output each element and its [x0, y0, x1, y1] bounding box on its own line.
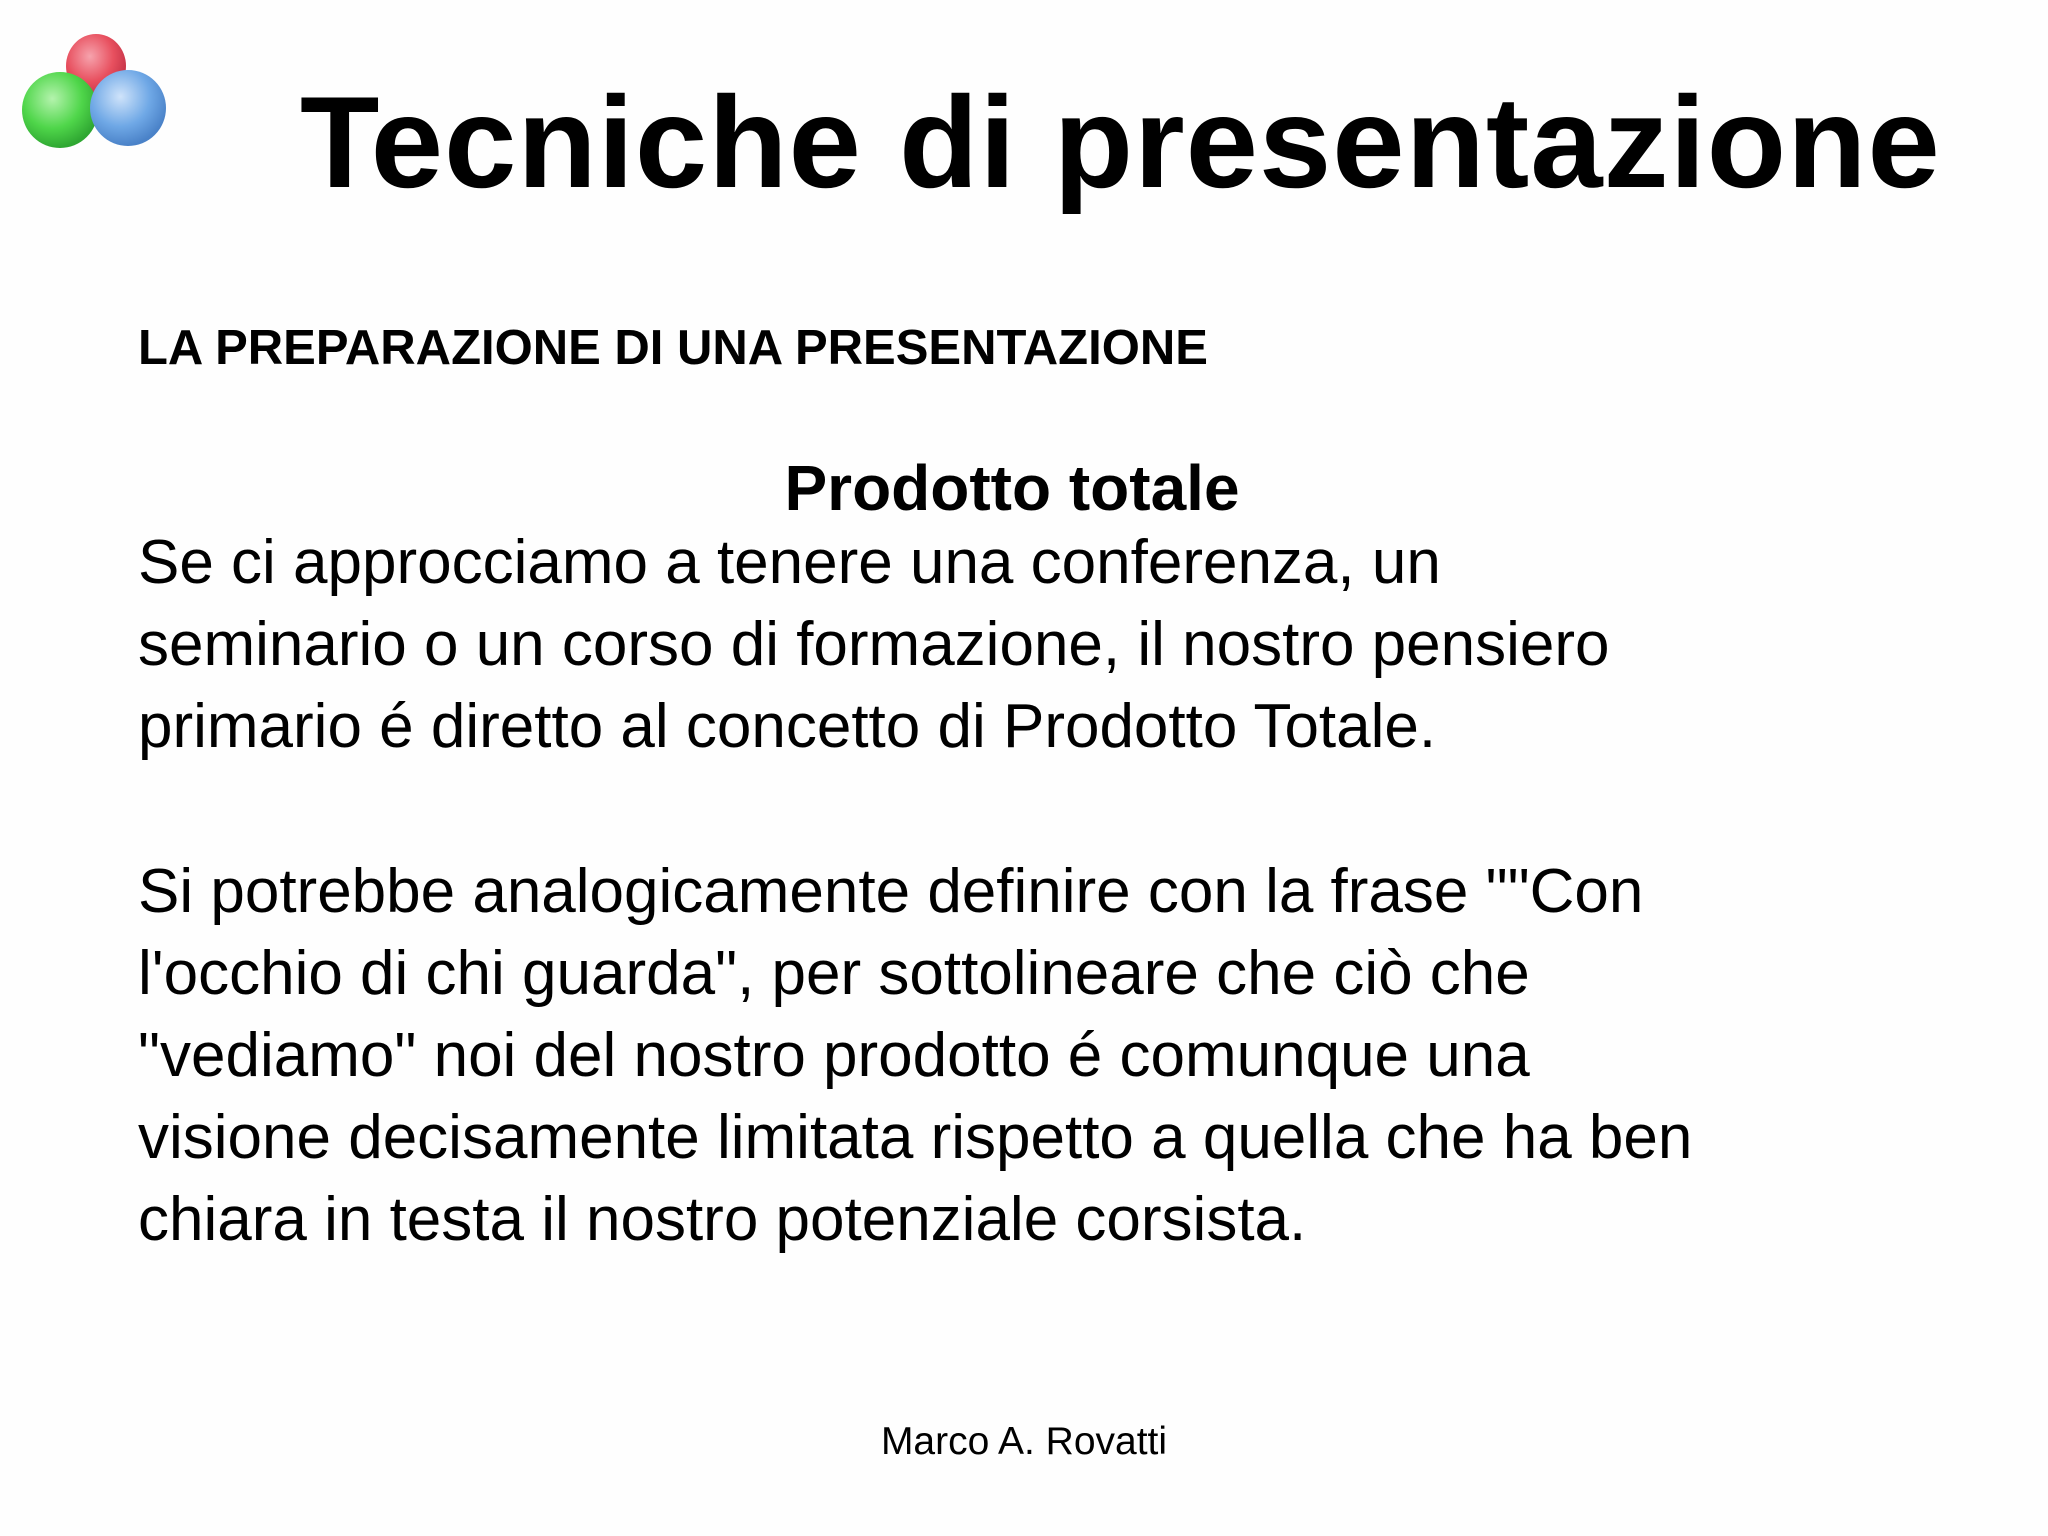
paragraph-eye-of-beholder: [138, 851, 1958, 1261]
paragraph-line: l'occhio di chi guarda", per sottolineare che ciò che: [138, 939, 1530, 1008]
paragraph-line: primario é diretto al concetto di Prodotto Totale.: [138, 692, 1437, 761]
slide-title: Tecniche di presentazione: [300, 69, 1941, 215]
subheading: Prodotto totale: [784, 452, 1240, 524]
paragraph-line: Si potrebbe analogicamente definire con la frase ""Con: [138, 857, 1644, 926]
paragraph-line: "vediamo" noi del nostro prodotto é comunque una: [138, 1021, 1530, 1090]
paragraph-product-total: [138, 522, 1958, 768]
footer-author: Marco A. Rovatti: [880, 1420, 1168, 1463]
paragraph-line: seminario o un corso di formazione, il nostro pensiero: [138, 610, 1610, 679]
gumdrops-logo-icon: [16, 26, 176, 156]
paragraph-line: visione decisamente limitata rispetto a quella che ha ben: [138, 1103, 1693, 1172]
section-heading: LA PREPARAZIONE DI UNA PRESENTAZIONE: [138, 321, 1208, 375]
paragraph-line: Se ci approcciamo a tenere una conferenza, un: [138, 528, 1441, 597]
paragraph-line: chiara in testa il nostro potenziale corsista.: [138, 1185, 1307, 1254]
